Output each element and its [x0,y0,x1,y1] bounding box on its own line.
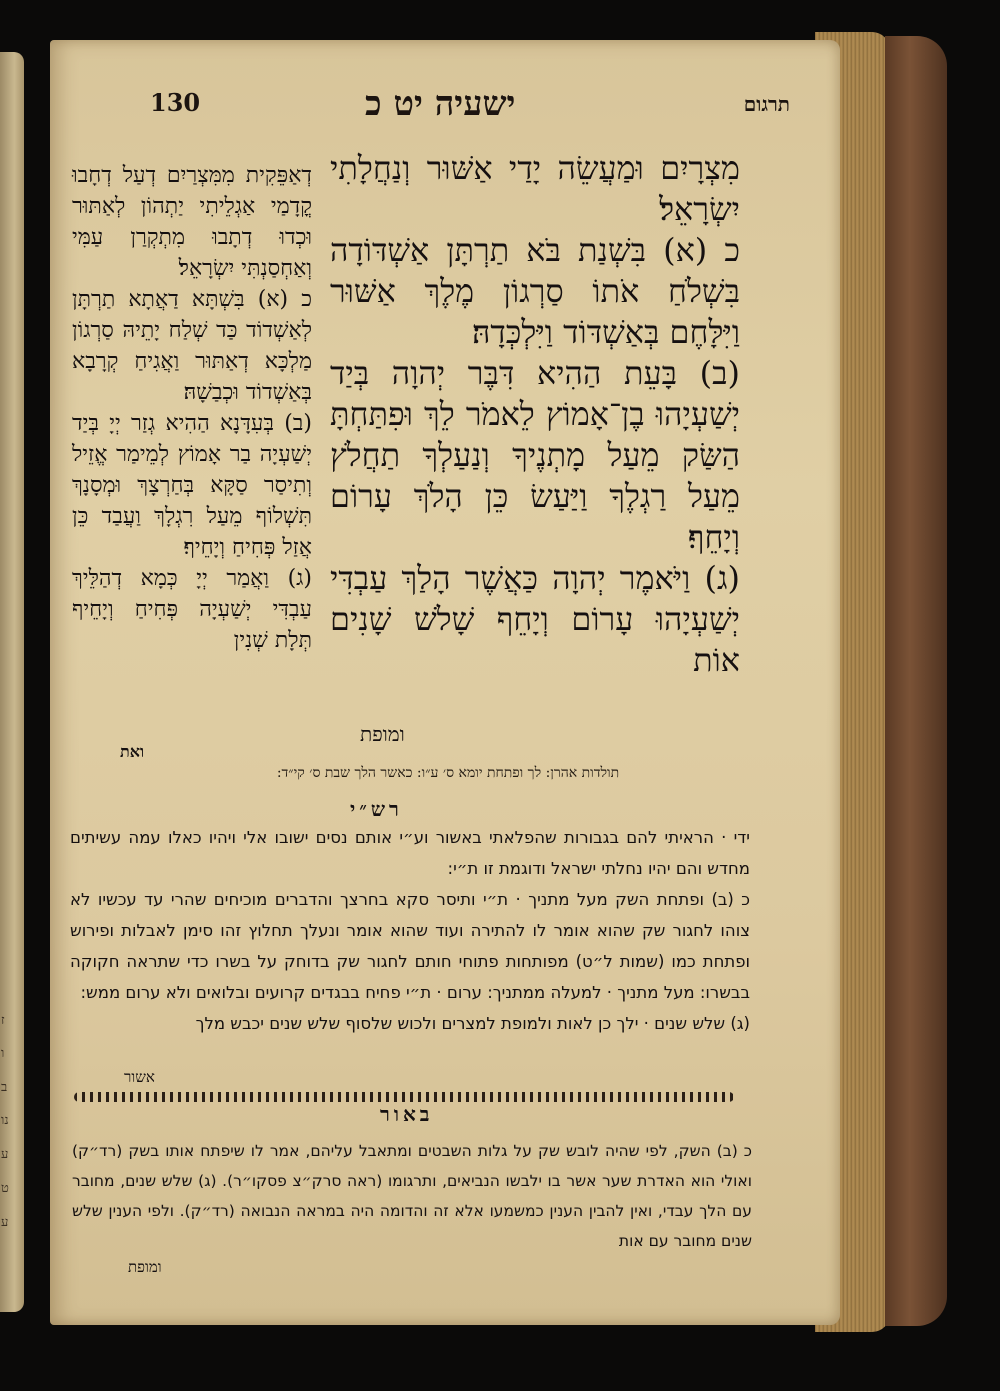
prev-page-fragment: ע [1,1215,9,1230]
ornamental-divider [74,1092,734,1102]
targum-column [72,160,312,740]
rashi-catchword: אשור [124,1068,155,1086]
biur-heading: באור [380,1102,434,1126]
rashi-commentary [70,822,750,1039]
scripture-verse: מִצְרָיִם וּמַעֲשֵׂה יָדַי אַשּׁוּר וְנַחֲלָתִי יִשְׂרָאֵל׃ [330,149,740,228]
targum-verse: דְאַפֵּקִית מִמִּצְרַיִם דְעַל דְחָבוּ קֳדָמַי אַגְלֵיתִי יַתְהוֹן לְאַתּוּר וּכְדוּ דְתָבוּ מִתְקְרַן עַמִּי וְאַחְסַנְתִּי יִשְׂרָאֵל׃ [72,163,312,281]
targum-verse: (ב) בְּעִדָּנָא הַהִיא גְזַר יְיָ בְּיַד יְשַׁעְיָה בַר אָמוֹץ לְמֵימַר אֱזֵיל וְתִיסַר סַקָּא בְּחַרְצָךְ וּמְסָנָךְ תִּשְׁלוֹף מֵעַל רִגְלָךְ וַעֲבַד כֵּן אֲזַל פְּחִיחַ וְיָחֵיף׃ [72,411,312,560]
book-cover [885,36,947,1326]
prev-page-fragment: ו [1,1046,5,1061]
targum-verse: כ (א) בִּשְׁתָּא דַאֲתָא תַרְתָּן לְאַשְׁדוֹד כַּד שְׁלַח יָתֵיהּ סַרְגוֹן מַלְכָּא דְאַתּוּר וַאֲגִיחַ קְרָבָא בְּאַשְׁדוֹד וּכְבַשָׁהּ׃ [72,287,312,405]
scripture-verse: (ג) וַיֹּאמֶר יְהוָה כַּאֲשֶׁר הָלַךְ עַבְדִּי יְשַׁעְיָהוּ עָרוֹם וְיָחֵף שָׁלֹשׁ שָׁנִים אוֹת [330,559,740,679]
biur-commentary [72,1136,752,1256]
rashi-paragraph: ידי · הראיתי להם בגבורות שהפלאתי באשור וע״י אותם נסים ישובו אלי ויהיו כאלו עמה עשיתים מחדש והם יהיו נחלתי ישראל ודוגמת זו ת״י: [70,828,750,878]
scripture-verse: (ב) בָּעֵת הַהִיא דִּבֶּר יְהוָה בְּיַד יְשַׁעְיָהוּ בֶן־אָמוֹץ לֵאמֹר לֵךְ וּפִתַּחְתָּ הַשַּׂק מֵעַל מָתְנֶיךָ וְנַעַלְךָ תַחֲלֹץ מֵעַל רַגְלֶךָ וַיַּעַשׂ כֵּן הָלֹךְ עָרוֹם וְיָחֵף׃ [330,354,740,556]
prev-page-fragment: ז [1,1013,5,1028]
rashi-paragraph: כ (ב) ופתחת השק מעל מתניך · ת״י ותיסר סקא בחרצך והדברים מוכיחים שהרי עד עכשיו לא צוהו לחגור שק שהוא אומר לו להתירה ועוד שהוא אומר ונעלך תחלוץ זהו סימן לאבלות ופירוש ופתחת כמו (שמות ל״ט) מפותחות פתוחי חותם לחגור שק בדוחק על בשרו כדי שתראה חקוקה בבשרו: מעל מתניך · למעלה ממתניך: ערום · ת״י פחיח בבגדים קרועים ובלואים ולא ערום ממש: [70,890,750,1002]
rashi-heading: רש״י [350,797,403,821]
prev-page-fragment: נו [1,1113,9,1128]
scripture-verse: כ (א) בִּשְׁנַת בֹּא תַרְתָּן אַשְׁדּוֹדָה בִּשְׁלֹחַ אֹתוֹ סַרְגוֹן מֶלֶךְ אַשּׁוּר וַיִּלָּחֶם בְּאַשְׁדּוֹד וַיִּלְכְּדָהּ׃ [330,231,740,351]
scripture-catchword: ומופת [360,722,405,746]
prev-page-fragment: ב [1,1080,8,1095]
prev-page-fragment: ע [1,1147,9,1162]
page-number: 130 [150,88,201,117]
biur-paragraph: כ (ב) השק, לפי שהיה לובש שק על גלות השבטים ומתאבל עליהם, אמר לו שיפתח אותו בשק (רד״ק) ואולי הוא האדרת שער אשר בו ילבשו הנביאים, ותרגומו (ראה סרק״צ פסקו״ר). (ג) שלש שנים, מחובר עם הלך עבדי, ואין להבין הענין כמשמעו אלא זה והדומה היה במראה הנבואה (רד״ק). ולפי הענין שלש שנים מחובר עם אות [72,1142,752,1250]
targum-label: תרגום [743,92,790,116]
running-title: ישעיה יט כ [365,84,516,124]
targum-verse: (ג) וַאֲמַר יְיָ כְּמָא דְהַלֵּיךְ עַבְדִּי יְשַׁעְיָה פְּחִיחַ וְיָחֵיף תְּלָת שְׁנִין [72,566,312,653]
rashi-paragraph: (ג) שלש שנים · ילך כן לאות ולמופת למצרים ולכוש שלסוף שלש שנים יכבש מלך [195,1014,750,1033]
cross-references: תולדות אהרן: לך ופתחת יומא ס׳ ע״ו: כאשר הלך שבת ס׳ קי״ד: [276,765,620,781]
scripture-column [330,148,740,748]
prev-page-fragment: ט [1,1181,9,1196]
page-header [110,84,790,138]
targum-catchword: ואת [120,742,145,761]
previous-page-edge [0,52,24,1312]
biur-catchword: ומופת [128,1258,162,1276]
